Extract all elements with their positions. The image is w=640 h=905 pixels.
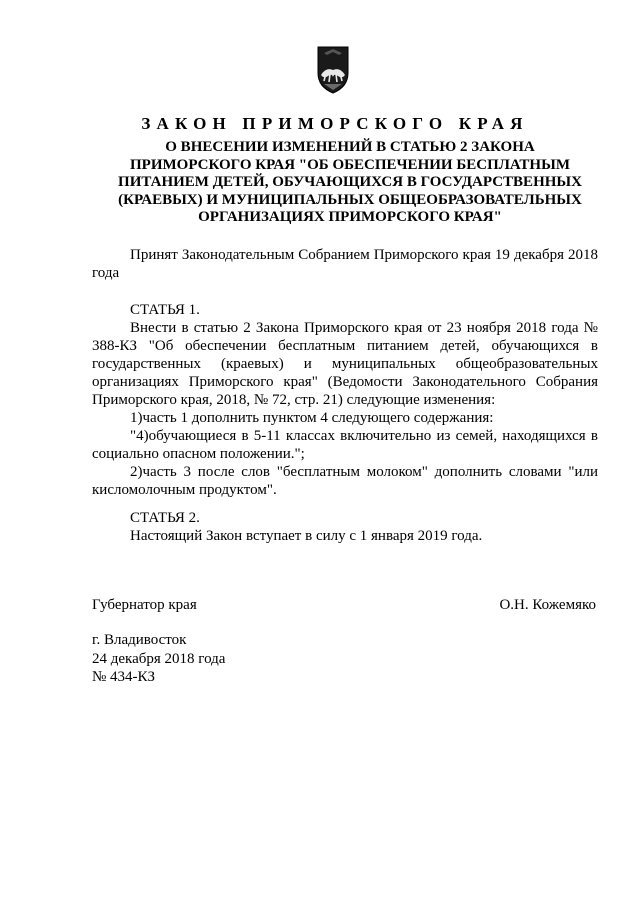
article-1-heading: СТАТЬЯ 1. [130,302,200,318]
signing-date: 24 декабря 2018 года [92,650,226,667]
subtitle-line: ОРГАНИЗАЦИЯХ ПРИМОРСКОГО КРАЯ" [198,209,502,225]
subtitle-line: ПРИМОРСКОГО КРАЯ "ОБ ОБЕСПЕЧЕНИИ БЕСПЛАТНЫМ [130,156,570,173]
article-1-item-1: 1)часть 1 дополнить пунктом 4 следующего содержания: [130,410,494,426]
signatory-name: О.Н. Кожемяко [499,597,596,613]
primorsky-krai-coat-of-arms-icon [312,43,354,95]
law-number: № 434-КЗ [92,669,156,685]
article-1-intro: Внести в статью 2 Закона Приморского края от 23 ноября 2018 года № 388-КЗ "Об обеспечении бесплатным питанием детей, обучающихся в государственных (краевых) и муниципальных общеобразовательных организациях Приморского края" (Ведомости Законодательного Собрания Приморского края, 2018, № 72, стр. 21) следующие изменения: [92,320,598,408]
subtitle-line: ПИТАНИЕМ ДЕТЕЙ, ОБУЧАЮЩИХСЯ В ГОСУДАРСТВЕННЫХ [118,174,582,190]
article-1-item-2: 2)часть 3 после слов "бесплатным молоком" дополнить словами "или кисломолочным продуктом". [92,464,598,498]
subtitle-line: (КРАЕВЫХ) И МУНИЦИПАЛЬНЫХ ОБЩЕОБРАЗОВАТЕЛЬНЫХ [118,191,582,208]
article-1-quote: "4)обучающиеся в 5-11 классах включительно из семей, находящихся в социально опасном положении."; [92,428,598,462]
signatory-position: Губернатор края [92,597,197,613]
article-2-text: Настоящий Закон вступает в силу с 1 января 2019 года. [130,528,483,544]
city: г. Владивосток [92,632,187,648]
law-title: ЗАКОН ПРИМОРСКОГО КРАЯ [141,114,529,133]
article-2-heading: СТАТЬЯ 2. [130,510,200,526]
law-subtitle [100,139,600,227]
place-and-date [92,631,225,687]
subtitle-line: О ВНЕСЕНИИ ИЗМЕНЕНИЙ В СТАТЬЮ 2 ЗАКОНА [165,139,535,155]
adoption-note: Принят Законодательным Собранием Приморского края 19 декабря 2018 года [92,247,598,281]
